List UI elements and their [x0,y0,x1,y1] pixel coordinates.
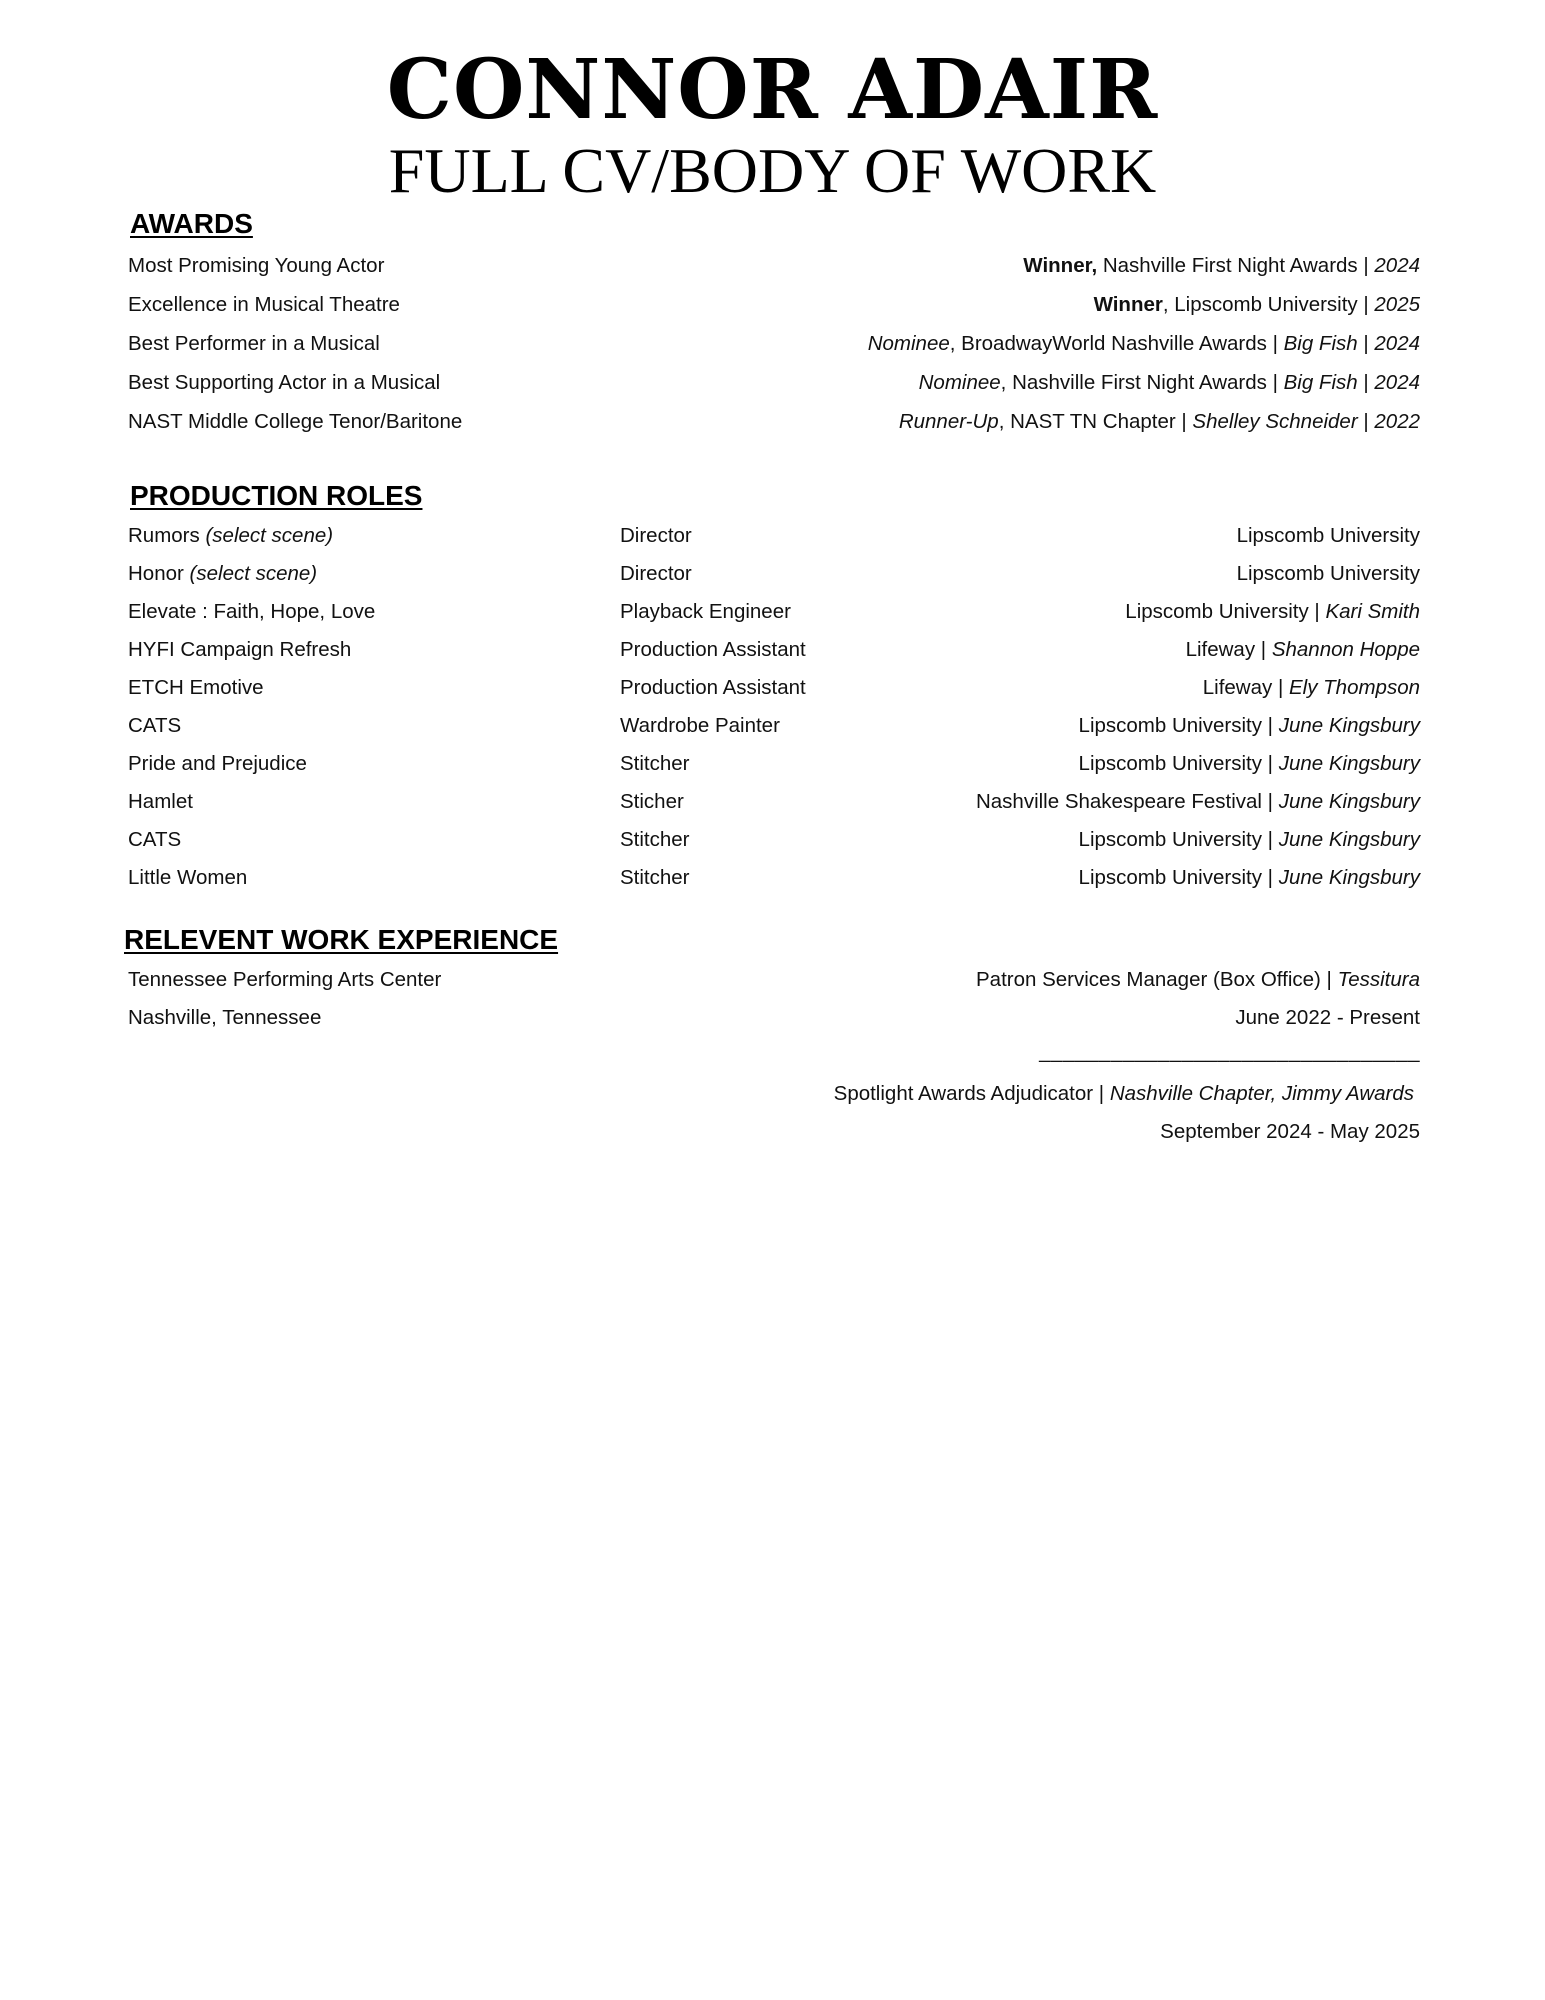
role-venue: Lipscomb University [1236,562,1420,585]
role-row [128,633,1420,667]
role-venue: Lifeway | Shannon Hoppe [1185,638,1420,661]
work-divider-row [128,1035,1420,1069]
job-dates: June 2022 - Present [1235,1006,1420,1029]
employer-name: Tennessee Performing Arts Center [128,968,442,991]
job-dates: September 2024 - May 2025 [1160,1120,1420,1143]
production-title: Rumors (select scene) [128,524,334,547]
award-row [128,288,1420,322]
award-detail: Nominee, BroadwayWorld Nashville Awards | Big Fish | 2024 [867,332,1420,355]
role-venue: Lipscomb University | June Kingsbury [1078,866,1420,889]
role-venue: Lifeway | Ely Thompson [1202,676,1420,699]
award-row [128,366,1420,400]
role-row [128,709,1420,743]
production-title: Little Women [128,866,248,889]
award-title: Most Promising Young Actor [128,254,385,277]
work-row [128,1115,1420,1149]
award-row [128,249,1420,283]
award-detail: Nominee, Nashville First Night Awards | Big Fish | 2024 [918,371,1420,394]
document-subtitle: FULL CV/BODY OF WORK [388,135,1157,206]
role-row [128,557,1420,591]
role-row [128,861,1420,895]
role-title: Production Assistant [620,638,806,661]
production-title: Hamlet [128,790,193,813]
production-title: CATS [128,828,182,851]
candidate-name: CONNOR ADAIR [386,42,1159,138]
production-title: HYFI Campaign Refresh [128,638,352,661]
role-title: Stitcher [620,866,690,889]
role-row [128,671,1420,705]
production-title: CATS [128,714,182,737]
job-divider: ________________________________ [1039,1040,1420,1063]
job-title: Spotlight Awards Adjudicator | Nashville Chapter, Jimmy Awards [833,1082,1414,1105]
work-experience-heading: RELEVENT WORK EXPERIENCE [124,924,559,955]
award-detail: Winner, Lipscomb University | 2025 [1093,293,1420,316]
role-venue: Lipscomb University | Kari Smith [1125,600,1420,623]
role-title: Stitcher [620,828,690,851]
award-title: Excellence in Musical Theatre [128,293,400,316]
role-row [128,785,1420,819]
role-row [128,747,1420,781]
award-row [128,327,1420,361]
award-title: Best Supporting Actor in a Musical [128,371,441,394]
role-venue: Lipscomb University | June Kingsbury [1078,828,1420,851]
employer-location: Nashville, Tennessee [128,1006,322,1029]
role-row [128,595,1420,629]
role-venue: Lipscomb University | June Kingsbury [1078,752,1420,775]
work-row [128,963,1420,997]
role-title: Wardrobe Painter [620,714,780,737]
award-title: Best Performer in a Musical [128,332,380,355]
production-title: Honor (select scene) [128,562,318,585]
work-row [128,1077,1420,1111]
role-title: Sticher [620,790,684,813]
role-title: Director [620,524,692,547]
award-detail: Winner, Nashville First Night Awards | 2024 [1023,254,1420,277]
role-row [128,519,1420,553]
award-detail: Runner-Up, NAST TN Chapter | Shelley Schneider | 2022 [898,410,1420,433]
awards-heading: AWARDS [130,208,253,239]
production-title: ETCH Emotive [128,676,264,699]
role-venue: Lipscomb University [1236,524,1420,547]
award-row [128,405,1420,439]
award-title: NAST Middle College Tenor/Baritone [128,410,463,433]
role-title: Production Assistant [620,676,806,699]
production-title: Elevate : Faith, Hope, Love [128,600,376,623]
role-title: Director [620,562,692,585]
role-venue: Lipscomb University | June Kingsbury [1078,714,1420,737]
production-roles-heading: PRODUCTION ROLES [130,480,423,511]
work-row [128,1001,1420,1035]
production-title: Pride and Prejudice [128,752,307,775]
role-title: Playback Engineer [620,600,791,623]
role-title: Stitcher [620,752,690,775]
role-venue: Nashville Shakespeare Festival | June Kingsbury [975,790,1420,813]
job-title: Patron Services Manager (Box Office) | Tessitura [976,968,1420,991]
role-row [128,823,1420,857]
